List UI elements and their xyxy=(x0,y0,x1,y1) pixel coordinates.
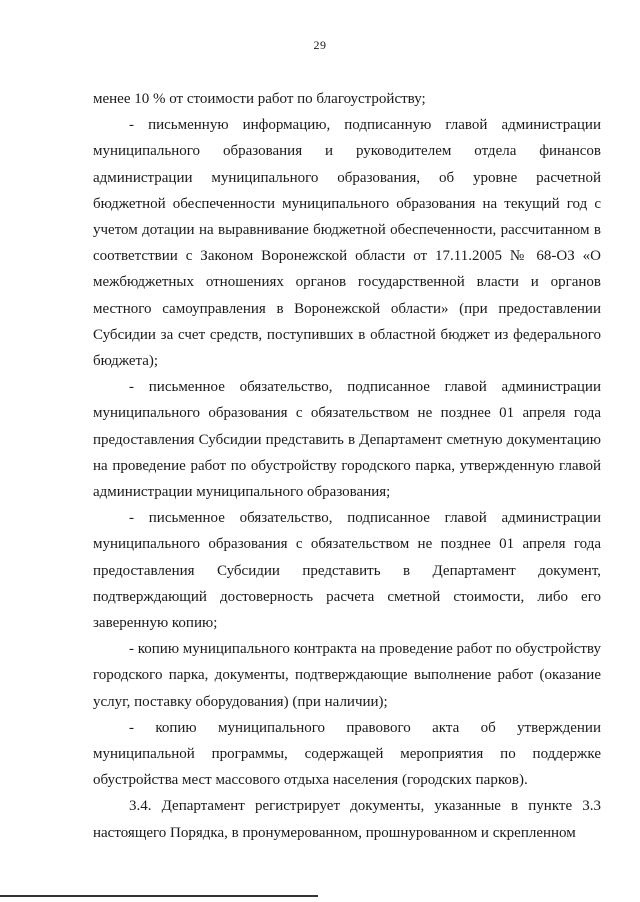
page-bottom-rule xyxy=(0,895,318,897)
list-item-legal-act: - копию муниципального правового акта об утверждении муниципальной программы, содержащей мероприятия по поддержке обустройства мест массового отдыха населения (городских парков). xyxy=(93,719,601,789)
paragraph-continuation: менее 10 % от стоимости работ по благоустройству; xyxy=(93,91,426,107)
list-item-municipal-contract: - копию муниципального контракта на проведение работ по обустройству городского парка, документы, подтверждающие выполнение работ (оказание услуг, поставку оборудования) (при наличии); xyxy=(93,641,601,710)
section-3-4-paragraph: 3.4. Департамент регистрирует документы, указанные в пункте 3.3 настоящего Порядка, в пронумерованном, прошнурованном и скрепленном xyxy=(93,798,601,841)
list-item-budget-info: - письменную информацию, подписанную главой администрации муниципального образования и руководителем отдела финансов администрации муниципального образования, об уровне расчетной бюджетной обеспеченности муниципального образования на текущий год с учетом дотации на выравнивание бюджетной обеспеченности, рассчитанном в соответствии с Законом Воронежской области от 17.11.2005 № 68-ОЗ «О межбюджетных отношениях органов государственной власти и органов местного самоуправления в Воронежской области» (при предоставлении Субсидии за счет средств, поступивших в областной бюджет из федерального бюджета); xyxy=(93,117,601,370)
page-number: 29 xyxy=(313,38,327,52)
list-item-estimate-obligation: - письменное обязательство, подписанное главой администрации муниципального образования с обязательством не позднее 01 апреля года предоставления Субсидии представить в Департамент сметную документацию на проведение работ по обустройству городского парка, утвержденную главой администрации муниципального образования; xyxy=(93,379,601,501)
document-body xyxy=(93,86,601,846)
list-item-cost-verification-obligation: - письменное обязательство, подписанное главой администрации муниципального образования с обязательством не позднее 01 апреля года предоставления Субсидии представить в Департамент документ, подтверждающий достоверность расчета сметной стоимости, либо его заверенную копию; xyxy=(93,510,601,632)
